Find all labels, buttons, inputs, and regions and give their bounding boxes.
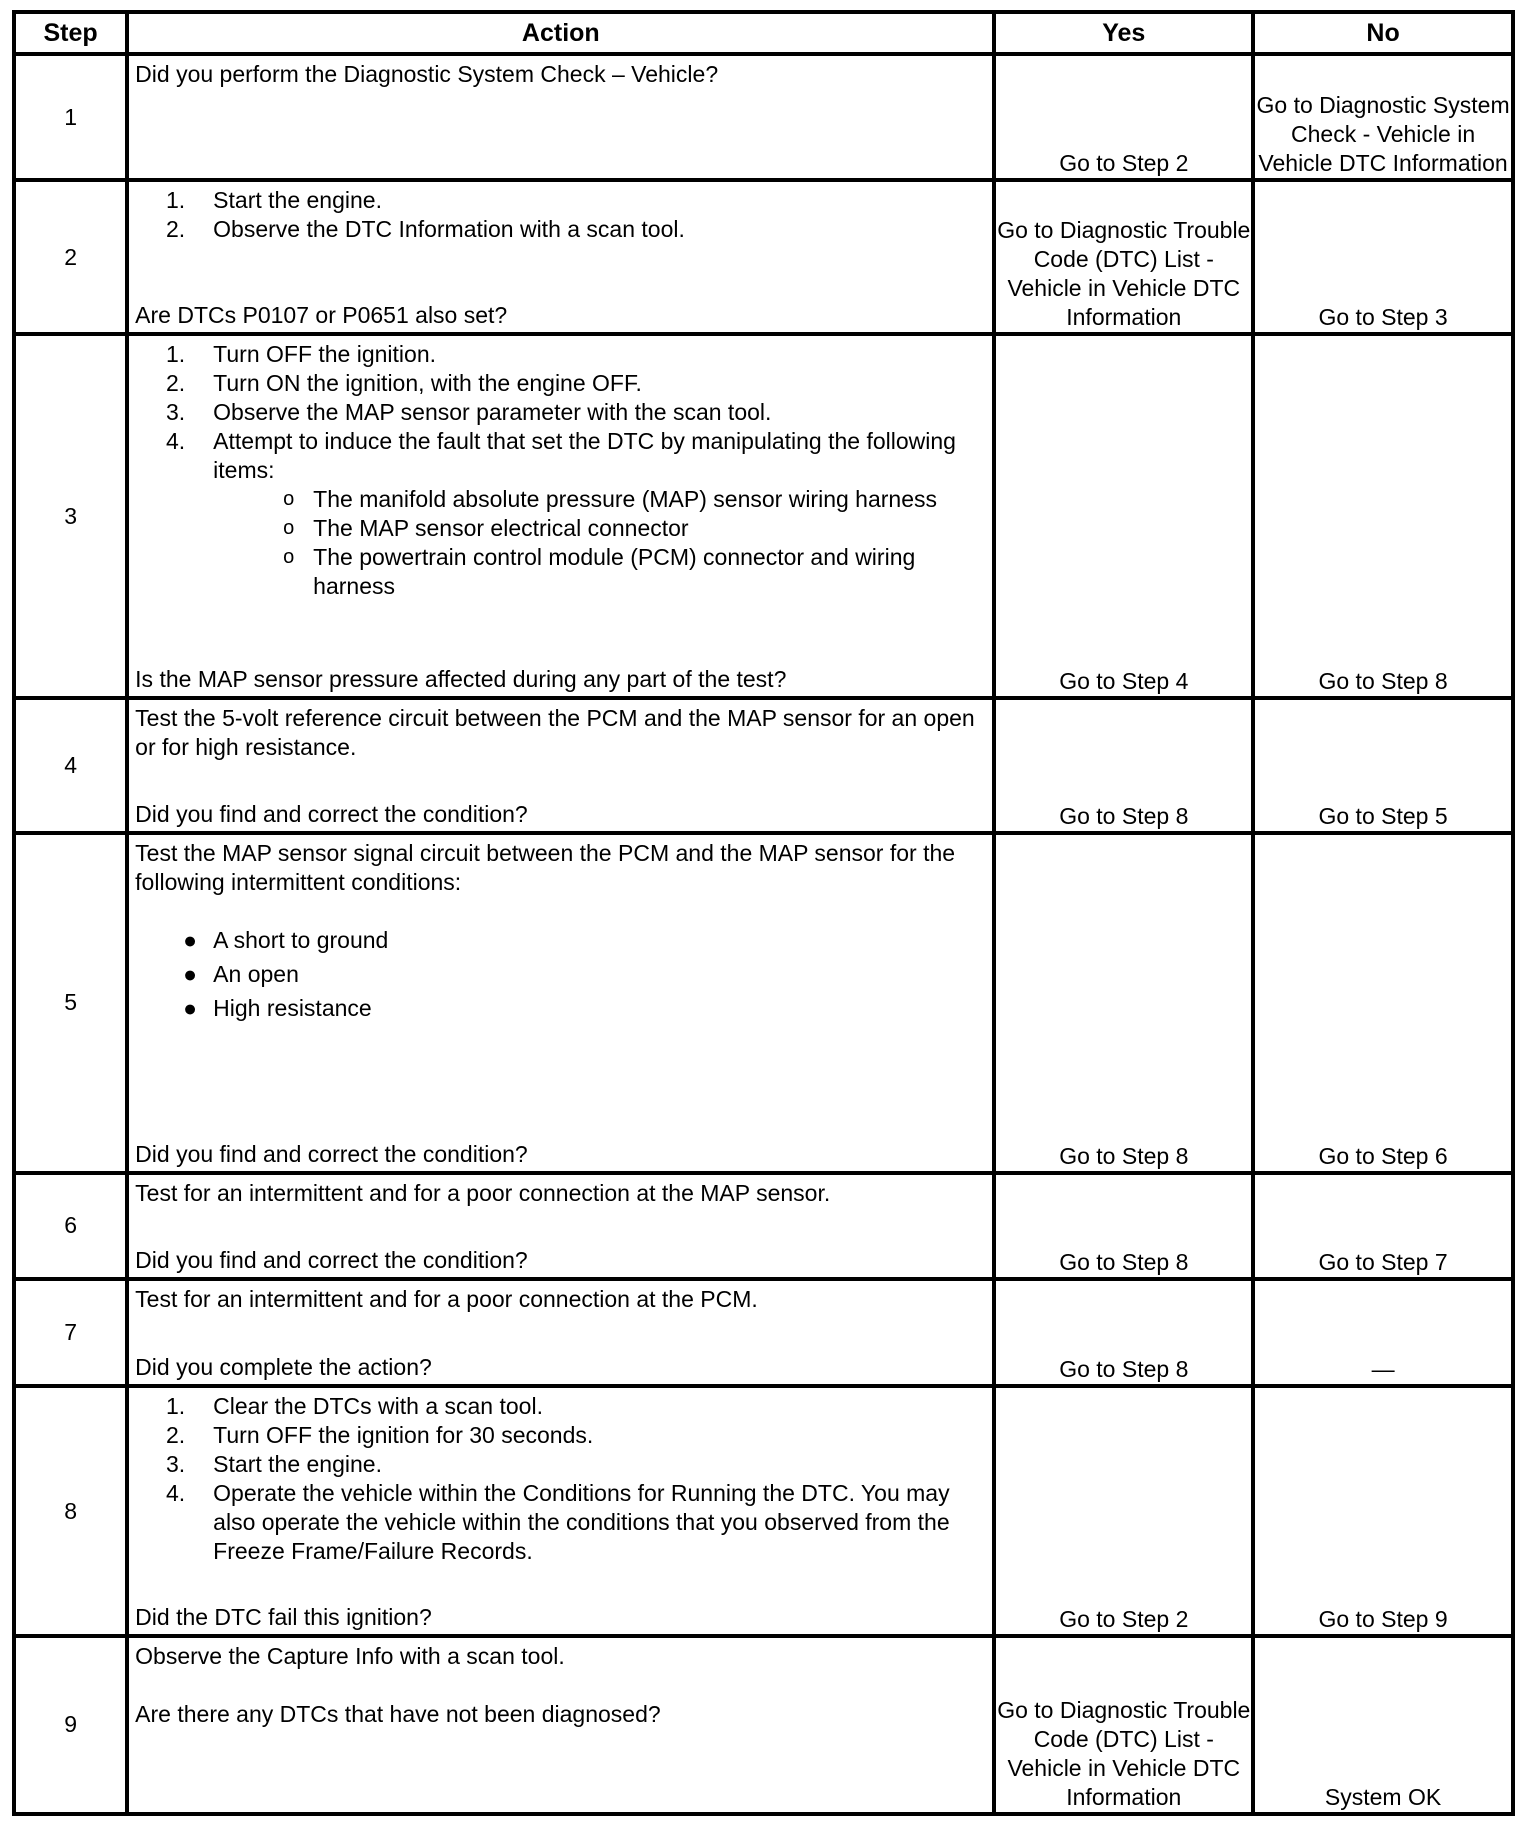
bullet-text: A short to ground (213, 927, 389, 954)
table-row (14, 180, 1513, 334)
list-number: 1. (165, 1393, 186, 1420)
sub-item-text: The MAP sensor electrical connector (313, 515, 689, 542)
action-text: Observe the Capture Info with a scan tool. (135, 1642, 565, 1669)
header-no: No (1253, 12, 1513, 54)
list-item-text: Clear the DTCs with a scan tool. (213, 1393, 543, 1420)
step-number: 9 (14, 1636, 127, 1814)
yes-cell: Go to Diagnostic Trouble Code (DTC) List - Vehicle in Vehicle DTC Information (994, 180, 1253, 334)
list-item (135, 186, 986, 215)
list-item (135, 340, 986, 369)
no-cell: Go to Step 3 (1253, 180, 1513, 334)
action-cell (127, 334, 994, 697)
numbered-list (135, 186, 986, 244)
question-text: Are DTCs P0107 or P0651 also set? (135, 302, 508, 329)
list-number: 4. (165, 1480, 186, 1507)
list-item-text: Operate the vehicle within the Conditions for Running the DTC. You may also operate the vehicle within the conditions that you observed from the Freeze Frame/Failure Records. (213, 1480, 950, 1565)
table-row (14, 1636, 1513, 1814)
bullet-item (135, 957, 986, 991)
bullet-icon: ● (183, 927, 198, 954)
step-number: 4 (14, 698, 127, 834)
action-cell (127, 1636, 994, 1814)
table-row (14, 1386, 1513, 1635)
action-cell (127, 54, 994, 180)
bullet-list (135, 923, 986, 1025)
list-item (135, 369, 986, 398)
yes-cell: Go to Step 4 (994, 334, 1253, 697)
list-item (135, 1450, 986, 1479)
list-item-text: Start the engine. (213, 1451, 382, 1478)
header-yes: Yes (994, 12, 1253, 54)
yes-cell: Go to Step 8 (994, 698, 1253, 834)
list-item-text: Attempt to induce the fault that set the DTC by manipulating the following items: (213, 428, 956, 484)
list-number: 4. (165, 428, 186, 455)
list-number: 2. (165, 1422, 186, 1449)
header-row (14, 12, 1513, 54)
header-action: Action (127, 12, 994, 54)
sub-item-text: The powertrain control module (PCM) connector and wiring harness (313, 544, 916, 600)
numbered-list (135, 1392, 986, 1566)
step-number: 7 (14, 1279, 127, 1386)
bullet-item (135, 923, 986, 957)
yes-cell: Go to Diagnostic Trouble Code (DTC) List - Vehicle in Vehicle DTC Information (994, 1636, 1253, 1814)
action-cell (127, 698, 994, 834)
bullet-icon: ● (183, 961, 198, 988)
step-number: 1 (14, 54, 127, 180)
bullet-text: An open (213, 961, 299, 988)
bullet-text: High resistance (213, 995, 372, 1022)
list-item (135, 427, 986, 485)
yes-cell: Go to Step 8 (994, 1279, 1253, 1386)
step-number: 3 (14, 334, 127, 697)
step-number: 8 (14, 1386, 127, 1635)
no-cell: — (1253, 1279, 1513, 1386)
question-text: Did you find and correct the condition? (135, 1140, 528, 1167)
list-item-text: Start the engine. (213, 187, 382, 214)
step-number: 6 (14, 1173, 127, 1280)
table-row (14, 1279, 1513, 1386)
action-text: Test for an intermittent and for a poor connection at the MAP sensor. (135, 1179, 831, 1206)
sub-list (135, 485, 986, 601)
list-item-text: Observe the MAP sensor parameter with the scan tool. (213, 399, 772, 426)
table-row (14, 1173, 1513, 1280)
question-text: Are there any DTCs that have not been diagnosed? (135, 1700, 661, 1727)
action-text: Test the 5-volt reference circuit between the PCM and the MAP sensor for an open or for high resistance. (135, 704, 975, 760)
no-cell: Go to Step 7 (1253, 1173, 1513, 1280)
yes-cell: Go to Step 8 (994, 1173, 1253, 1280)
action-text: Test for an intermittent and for a poor connection at the PCM. (135, 1286, 758, 1313)
list-item-text: Turn ON the ignition, with the engine OFF. (213, 370, 642, 397)
sub-item-text: The manifold absolute pressure (MAP) sensor wiring harness (313, 486, 938, 513)
sub-list-item (135, 514, 986, 543)
diagnostic-table (12, 10, 1515, 1816)
table-row (14, 54, 1513, 180)
list-number: 1. (165, 187, 186, 214)
action-cell (127, 833, 994, 1172)
yes-cell: Go to Step 2 (994, 54, 1253, 180)
no-cell: Go to Diagnostic System Check - Vehicle in Vehicle DTC Information (1253, 54, 1513, 180)
action-text: Did you perform the Diagnostic System Check – Vehicle? (135, 61, 719, 87)
sub-list-item (135, 485, 986, 514)
sub-list-item (135, 543, 986, 601)
question-text: Is the MAP sensor pressure affected during any part of the test? (135, 665, 787, 692)
action-cell (127, 180, 994, 334)
list-item (135, 1479, 986, 1566)
no-cell: System OK (1253, 1636, 1513, 1814)
question-text: Did you find and correct the condition? (135, 1247, 528, 1274)
action-cell (127, 1173, 994, 1280)
bullet-icon: ● (183, 995, 198, 1022)
no-cell: Go to Step 8 (1253, 334, 1513, 697)
no-cell: Go to Step 5 (1253, 698, 1513, 834)
list-item (135, 398, 986, 427)
no-cell: Go to Step 9 (1253, 1386, 1513, 1635)
question-text: Did the DTC fail this ignition? (135, 1603, 432, 1630)
circle-bullet-icon: o (283, 546, 295, 569)
action-text: Test the MAP sensor signal circuit between the PCM and the MAP sensor for the following intermittent conditions: (135, 840, 956, 896)
circle-bullet-icon: o (283, 488, 295, 511)
question-text: Did you find and correct the condition? (135, 801, 528, 828)
list-number: 2. (165, 370, 186, 397)
step-number: 2 (14, 180, 127, 334)
action-cell (127, 1386, 994, 1635)
step-number: 5 (14, 833, 127, 1172)
circle-bullet-icon: o (283, 517, 295, 540)
no-cell: Go to Step 6 (1253, 833, 1513, 1172)
table-row (14, 334, 1513, 697)
yes-cell: Go to Step 8 (994, 833, 1253, 1172)
yes-cell: Go to Step 2 (994, 1386, 1253, 1635)
list-item-text: Observe the DTC Information with a scan tool. (213, 216, 685, 243)
header-step: Step (14, 12, 127, 54)
bullet-item (135, 991, 986, 1025)
list-number: 3. (165, 1451, 186, 1478)
list-item-text: Turn OFF the ignition. (213, 341, 437, 368)
list-item (135, 1392, 986, 1421)
action-cell (127, 1279, 994, 1386)
list-item-text: Turn OFF the ignition for 30 seconds. (213, 1422, 594, 1449)
list-item (135, 1421, 986, 1450)
numbered-list (135, 340, 986, 485)
table-row (14, 698, 1513, 834)
list-number: 2. (165, 216, 186, 243)
list-number: 3. (165, 399, 186, 426)
question-text: Did you complete the action? (135, 1354, 432, 1381)
list-number: 1. (165, 341, 186, 368)
list-item (135, 215, 986, 244)
table-row (14, 833, 1513, 1172)
